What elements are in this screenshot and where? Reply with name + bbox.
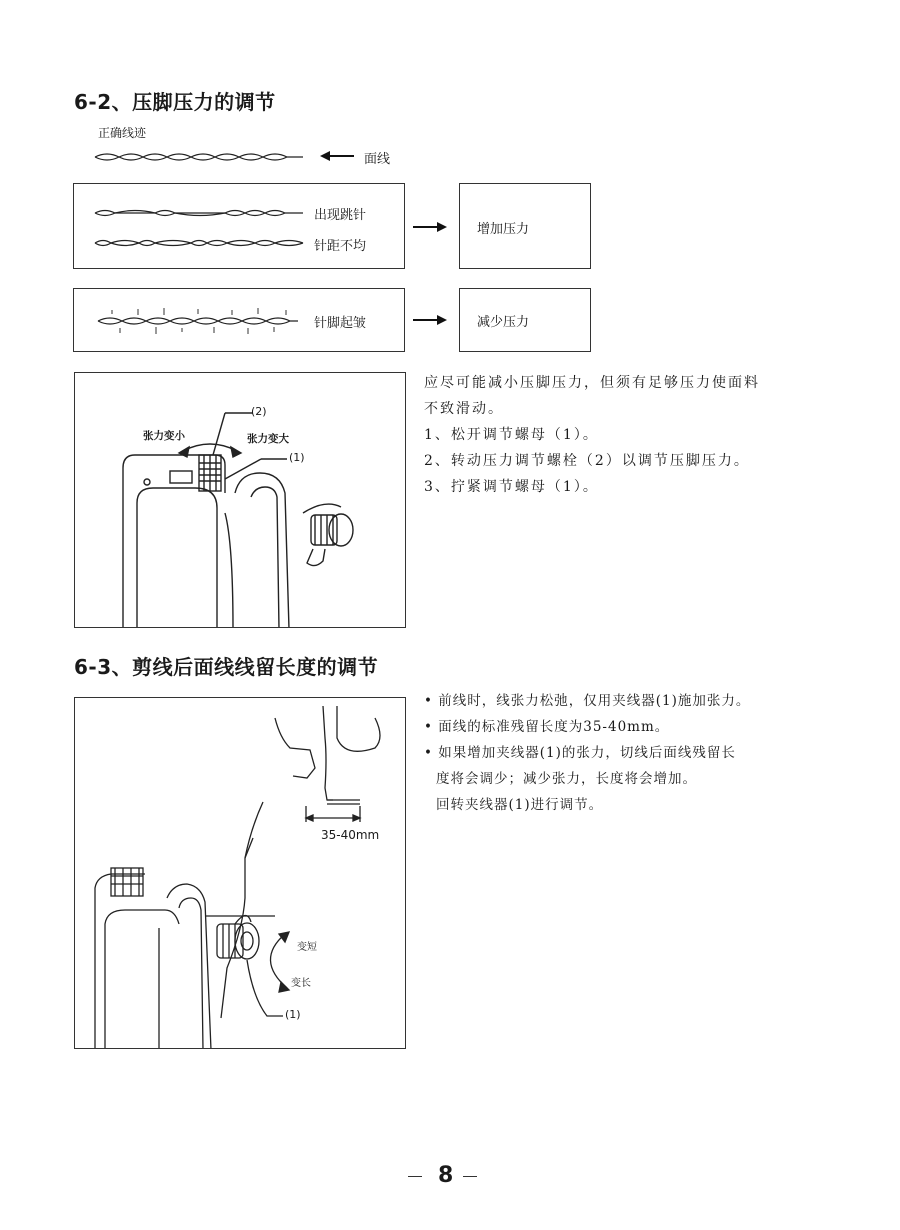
correct-stitch-seam	[95, 150, 305, 164]
shorter-label: 变短	[297, 942, 317, 953]
section-6-3-title: 6-3、剪线后面线线留长度的调节	[74, 655, 379, 679]
note-line: • 如果增加夹线器(1)的张力，切线后面线残留长	[424, 745, 736, 761]
note-line: • 面线的标准残留长度为35-40mm。	[424, 719, 670, 735]
note-line: 度将会调少；减少张力，长度将会增加。	[436, 771, 697, 787]
remedy-decrease: 减少压力	[477, 315, 530, 330]
thread-length-notes	[424, 688, 824, 818]
symptom-box-increase	[73, 183, 405, 269]
part-1-label: (1)	[289, 451, 305, 464]
instruction-line: 不致滑动。	[424, 401, 504, 417]
page-number-dash-right	[463, 1176, 477, 1177]
length-dimension-label: 35-40mm	[321, 828, 380, 842]
upper-thread-label: 面线	[364, 152, 391, 167]
skip-stitch-seam	[95, 206, 305, 220]
note-line: • 前线时，线张力松弛，仅用夹线器(1)施加张力。	[424, 693, 751, 709]
section-6-2-title: 6-2、压脚压力的调节	[74, 90, 276, 114]
tension-decrease-label: 张力变小	[143, 430, 185, 442]
tension-increase-label: 张力变大	[247, 433, 289, 445]
machine-head-drawing	[75, 373, 406, 628]
symptom-puckering: 针脚起皱	[314, 316, 367, 331]
correct-stitch-label: 正确线迹	[98, 126, 147, 140]
presser-pressure-figure	[74, 372, 406, 628]
part-2-label: (2)	[251, 405, 267, 418]
puckered-stitch-seam	[98, 306, 303, 336]
uneven-stitch-seam	[95, 236, 305, 250]
instruction-line: 应尽可能减小压脚压力，但须有足够压力使面料	[424, 375, 760, 391]
arrow-right-icon	[413, 314, 447, 326]
arrow-left-icon	[320, 150, 354, 162]
remedy-increase: 增加压力	[477, 222, 530, 237]
instruction-step: 1、松开调节螺母（1）。	[424, 427, 599, 443]
symptom-uneven-stitch: 针距不均	[314, 239, 367, 254]
page-number: 8	[438, 1163, 456, 1188]
arrow-right-icon	[413, 221, 447, 233]
longer-label: 变长	[291, 978, 311, 989]
instruction-step: 3、拧紧调节螺母（1）。	[424, 479, 599, 495]
symptom-skip-stitch: 出现跳针	[314, 208, 367, 223]
note-line: 回转夹线器(1)进行调节。	[436, 797, 604, 813]
thread-tension-drawing	[75, 698, 406, 1049]
pressure-instructions	[424, 370, 824, 500]
page-number-dash-left	[408, 1176, 422, 1177]
instruction-step: 2、转动压力调节螺栓（2）以调节压脚压力。	[424, 453, 750, 469]
part-1-label: (1)	[285, 1008, 301, 1021]
thread-length-figure	[74, 697, 406, 1049]
